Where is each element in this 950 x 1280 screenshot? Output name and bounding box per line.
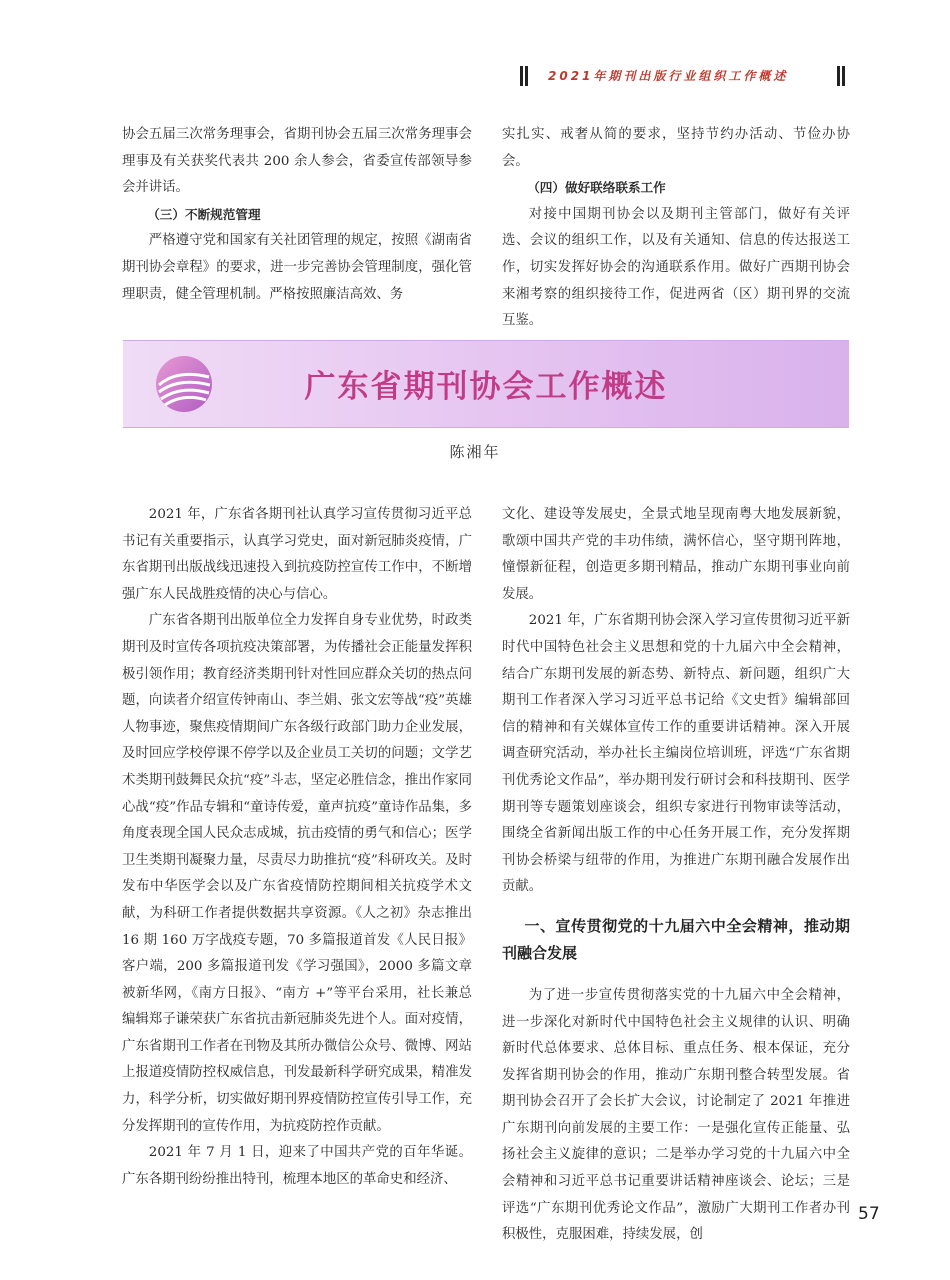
paragraph: 2021 年 7 月 1 日，迎来了中国共产党的百年华诞。广东各期刊纷纷推出特刊，梳理本地区的革命史和经济、: [122, 1145, 472, 1187]
paragraph: 2021 年，广东省期刊协会深入学习宣传贯彻习近平新时代中国特色社会主义思想和党的十九届六中全会精神，结合广东期刊发展的新态势、新特点、新问题，组织广大期刊工作者深入学习习近平总书记给《文史哲》编辑部回信的精神和有关媒体宣传工作的重要讲话精神。深入开展调查研究活动，举办社长主编岗位培训班，评选“广东省期刊优秀论文作品”，举办期刊发行研讨会和科技期刊、医学期刊等专题策划座谈会，组织专家进行刊物审读等活动，围绕全省新闻出版工作的中心任务开展工作，充分发挥期刊协会桥梁与纽带的作用，为推进广东期刊融合发展作出贡献。: [502, 613, 850, 895]
header-bar-right-1: [837, 66, 840, 86]
running-header: [520, 66, 845, 86]
section-heading: 一、宣传贯彻党的十九届六中全会精神，推动期刊融合发展: [502, 916, 850, 962]
paragraph: 为了进一步宣传贯彻落实党的十九届六中全会精神，进一步深化对新时代中国特色社会主义规律的认识、明确新时代总体要求、总体目标、重点任务、根本保证，充分发挥省期刊协会的作用，推动广东期刊整合转型发展。省期刊协会召开了会长扩大会议，讨论制定了 2021 年推进广东期刊向前发展的主要工作：一是强化宣传正能量、弘扬社会主义旋律的意识；二是举办学习党的十九届六中全会精神和习近平总书记重要讲话精神座谈会、论坛；三是评选“广东期刊优秀论文作品”，激励广大期刊工作者办刊积极性，克服困难，持续发展，创: [502, 987, 850, 1243]
header-bar-right-2: [842, 66, 845, 86]
article-title: 广东省期刊协会工作概述: [304, 369, 668, 405]
paragraph: 广东省各期刊出版单位全力发挥自身专业优势，时政类期刊及时宣传各项抗疫决策部署，为传播社会正能量发挥积极引领作用；教育经济类期刊针对性回应群众关切的热点问题，向读者介绍宣传钟南山、李兰娟、张文宏等战“疫”英雄人物事迹，聚焦疫情期间广东各级行政部门助力企业发展，及时回应学校停课不停学以及企业员工关切的问题；文学艺术类期刊鼓舞民众抗“疫”斗志，坚定必胜信念，推出作家同心战“疫”作品专辑和“童诗传爱，童声抗疫”童诗作品集，多角度表现全国人民众志成城，抗击疫情的勇气和信心；医学卫生类期刊凝聚力量，尽责尽力助推抗“疫”科研攻关。及时发布中华医学会以及广东省疫情防控期间相关抗疫学术文献，为科研工作者提供数据共享资源。《人之初》杂志推出 16 期 160 万字战疫专题，70 多篇报道首发《人民日报》客户端，200 多篇报道刊发《学习强国》，2000 多篇文章被新华网，《南方日报》、“南方 +”等平台采用，社长兼总编辑郑子谦荣获广东省抗击新冠肺炎先进个人。面对疫情，广东省期刊工作者在刊物及其所办微信公众号、微博、网站上报道疫情防控权威信息，刊发最新科学研究成果，精准发力，科学分析，切实做好期刊界疫情防控宣传引导工作，充分发挥期刊的宣传作用，为抗疫防控作贡献。: [122, 613, 472, 1134]
paragraph: 对接中国期刊协会以及期刊主管部门，做好有关评选、会议的组织工作，以及有关通知、信息的传达报送工作，切实发挥好协会的沟通联系作用。做好广西期刊协会来湘考察的组织接待工作，促进两省（区）期刊界的交流互鉴。: [502, 206, 850, 329]
article-author: 陈湘年: [449, 443, 501, 461]
paragraph: 文化、建设等发展史，全景式地呈现南粤大地发展新貌，歌颂中国共产党的丰功伟绩，满怀信心，坚守期刊阵地，憧憬新征程，创造更多期刊精品，推动广东期刊事业向前发展。: [502, 507, 850, 602]
running-title: 2021年期刊出版行业组织工作概述: [548, 69, 789, 83]
subheading: （四）做好联络联系工作: [527, 180, 666, 196]
paragraph: 协会五届三次常务理事会，省期刊协会五届三次常务理事会理事及有关获奖代表共 200 余人参会，省委宣传部领导参会并讲话。: [122, 127, 472, 196]
paragraph: 严格遵守党和国家有关社团管理的规定，按照《湖南省期刊协会章程》的要求，进一步完善协会管理制度，强化管理职责，健全管理机制。严格按照廉洁高效、务: [122, 233, 472, 302]
top-right-column: [502, 122, 850, 335]
main-right-column: [502, 502, 850, 1249]
subheading: （三）不断规范管理: [147, 206, 261, 222]
top-left-column: [122, 122, 472, 308]
page-number: 57: [858, 1204, 880, 1224]
main-left-column: [122, 502, 472, 1193]
paragraph: 2021 年，广东省各期刊社认真学习宣传贯彻习近平总书记有关重要指示，认真学习党史，面对新冠肺炎疫情，广东省期刊出版战线迅速投入到抗疫防控宣传工作中，不断增强广东人民战胜疫情的决心与信心。: [122, 507, 472, 602]
article-title-banner: [123, 340, 849, 428]
paragraph: 实扎实、戒奢从简的要求，坚持节约办活动、节俭办协会。: [502, 127, 850, 169]
header-bar-left-1: [520, 66, 523, 86]
header-bar-left-2: [525, 66, 528, 86]
